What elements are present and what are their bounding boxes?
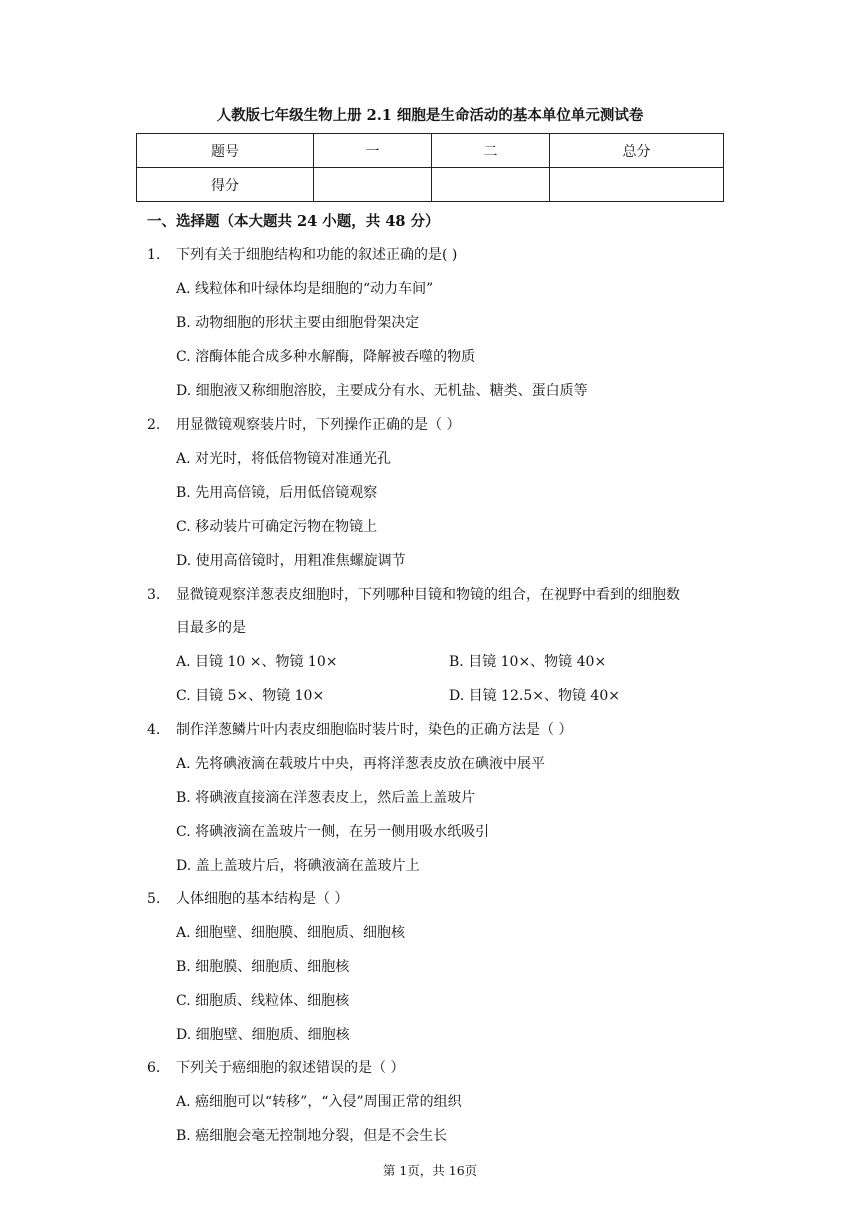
question-text: 人体细胞的基本结构是（ ） [176, 891, 349, 907]
question-option: A. 癌细胞可以“转移”，“入侵”周围正常的组织 [176, 1094, 462, 1110]
question-option: C. 移动装片可确定污物在物镜上 [176, 519, 378, 535]
question-option: B. 将碘液直接滴在洋葱表皮上，然后盖上盖玻片 [176, 790, 476, 806]
question-option: C. 溶酶体能合成多种水解酶，降解被吞噬的物质 [176, 349, 476, 365]
page-footer: 第 1页，共 16页 [382, 1163, 478, 1178]
question-text: 下列关于癌细胞的叙述错误的是（ ） [176, 1060, 405, 1076]
score-cell [432, 168, 550, 202]
question-option: A. 对光时，将低倍物镜对准通光孔 [176, 451, 392, 467]
question-option: C. 目镜 5×、物镜 10× [176, 688, 325, 704]
question-option: B. 细胞膜、细胞质、细胞核 [176, 959, 350, 975]
question-option: A. 目镜 10 ×、物镜 10× [176, 654, 338, 670]
question-option: A. 线粒体和叶绿体均是细胞的“动力车间” [176, 281, 434, 297]
question-option: B. 先用高倍镜，后用低倍镜观察 [176, 485, 378, 501]
score-cell: 得分 [137, 168, 314, 202]
section-title: 一、选择题（本大题共 24 小题，共 48 分） [147, 213, 440, 230]
score-cell: 总分 [550, 134, 724, 168]
question-text-continued: 目最多的是 [176, 620, 246, 636]
question-option: D. 细胞壁、细胞质、细胞核 [176, 1027, 350, 1043]
question-text: 用显微镜观察装片时，下列操作正确的是（ ） [176, 417, 461, 433]
question-number: 3. [147, 587, 161, 603]
score-cell: 一 [314, 134, 432, 168]
score-table [136, 133, 724, 202]
question-option: B. 癌细胞会毫无控制地分裂，但是不会生长 [176, 1128, 448, 1144]
question-number: 4. [147, 722, 161, 738]
question-number: 2. [147, 417, 161, 433]
question-option: B. 目镜 10×、物镜 40× [449, 654, 607, 670]
document-title: 人教版七年级生物上册 2.1 细胞是生命活动的基本单位单元测试卷 [216, 107, 644, 124]
question-number: 5. [147, 891, 161, 907]
question-text: 显微镜观察洋葱表皮细胞时，下列哪种目镜和物镜的组合，在视野中看到的细胞数 [176, 587, 680, 603]
question-option: D. 使用高倍镜时，用粗准焦螺旋调节 [176, 553, 406, 569]
question-option: C. 将碘液滴在盖玻片一侧，在另一侧用吸水纸吸引 [176, 824, 490, 840]
question-option: D. 细胞液又称细胞溶胶，主要成分有水、无机盐、糖类、蛋白质等 [176, 383, 588, 399]
score-cell [550, 168, 724, 202]
question-number: 1. [147, 247, 161, 263]
score-table-score-row [137, 168, 724, 202]
score-table-header-row [137, 134, 724, 168]
score-cell: 题号 [137, 134, 314, 168]
question-option: D. 目镜 12.5×、物镜 40× [449, 688, 620, 704]
question-text: 下列有关于细胞结构和功能的叙述正确的是( ) [176, 247, 458, 263]
question-option: C. 细胞质、线粒体、细胞核 [176, 993, 350, 1009]
score-cell: 二 [432, 134, 550, 168]
question-number: 6. [147, 1060, 161, 1076]
question-option: A. 先将碘液滴在载玻片中央，再将洋葱表皮放在碘液中展平 [176, 756, 546, 772]
question-option: B. 动物细胞的形状主要由细胞骨架决定 [176, 315, 420, 331]
question-text: 制作洋葱鳞片叶内表皮细胞临时装片时，染色的正确方法是（ ） [176, 722, 573, 738]
question-option: A. 细胞壁、细胞膜、细胞质、细胞核 [176, 925, 406, 941]
question-option: D. 盖上盖玻片后，将碘液滴在盖玻片上 [176, 858, 420, 874]
score-cell [314, 168, 432, 202]
